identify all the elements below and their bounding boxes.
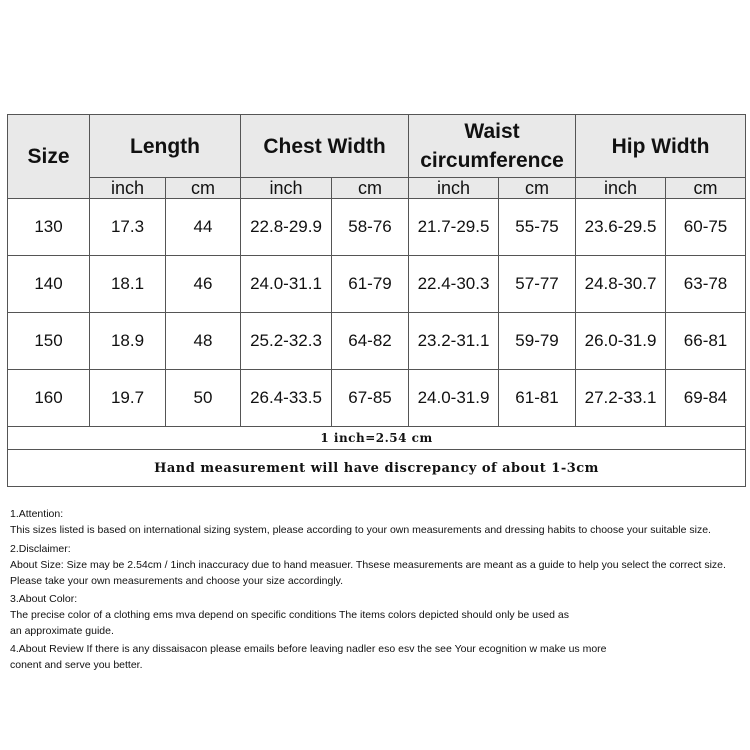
table-cell: 44 [166,199,241,256]
unit-cell: cm [666,178,746,199]
table-cell: 25.2-32.3 [241,313,332,370]
table-cell: 23.2-31.1 [409,313,499,370]
disclaimer-title: 2.Disclaimer: [10,543,71,555]
table-cell: 63-78 [666,256,746,313]
table-cell: 59-79 [499,313,576,370]
measurement-note: Hand measurement will have discrepancy of about 1-3cm [8,450,746,487]
table-cell: 23.6-29.5 [576,199,666,256]
unit-cell: inch [576,178,666,199]
review-line-2: conent and serve you better. [10,659,143,671]
table-cell: 55-75 [499,199,576,256]
table-cell: 130 [8,199,90,256]
attention-text: This sizes listed is based on international sizing system, please according to your own measurements and dressing habits to choose your suitable size. [10,524,711,536]
unit-cell: cm [499,178,576,199]
conversion-note: 1 inch=2.54 cm [8,427,746,450]
color-title: 3.About Color: [10,593,78,605]
table-cell: 69-84 [666,370,746,427]
table-cell: 17.3 [90,199,166,256]
table-cell: 140 [8,256,90,313]
table-cell: 26.0-31.9 [576,313,666,370]
table-cell: 57-77 [499,256,576,313]
table-cell: 58-76 [332,199,409,256]
disclaimer-line-1: About Size: Size may be 2.54cm / 1inch inaccuracy due to hand measuer. Thsese measurements are meant as a guide to help you select the correct size. [10,559,726,571]
measurement-row [8,450,746,487]
table-cell: 24.0-31.1 [241,256,332,313]
disclaimer-section [10,541,745,589]
review-line-1: 4.About Review If there is any dissaisacon please emails before leaving nadler eso esv the see Your ecognition w make us more [10,643,607,655]
unit-cell: cm [332,178,409,199]
size-chart [7,114,745,487]
header-row [8,115,746,178]
table-cell: 50 [166,370,241,427]
table-cell: 21.7-29.5 [409,199,499,256]
conversion-row [8,427,746,450]
unit-cell: inch [409,178,499,199]
unit-cell: inch [241,178,332,199]
attention-title: 1.Attention: [10,508,64,520]
header-waist-circumference: Waist circumference [409,115,576,178]
table-cell: 22.8-29.9 [241,199,332,256]
color-section [10,591,745,639]
table-cell: 26.4-33.5 [241,370,332,427]
color-line-2: an approximate guide. [10,625,114,637]
table-cell: 22.4-30.3 [409,256,499,313]
table-cell: 18.9 [90,313,166,370]
table-cell: 19.7 [90,370,166,427]
table-cell: 67-85 [332,370,409,427]
table-cell: 64-82 [332,313,409,370]
table-cell: 61-79 [332,256,409,313]
header-chest-width: Chest Width [241,115,409,178]
table-row [8,313,746,370]
header-size: Size [8,115,90,199]
table-cell: 160 [8,370,90,427]
color-line-1: The precise color of a clothing ems mva depend on specific conditions The items colors depicted should only be used as [10,609,569,621]
table-cell: 24.0-31.9 [409,370,499,427]
table-cell: 18.1 [90,256,166,313]
table-cell: 60-75 [666,199,746,256]
review-section [10,641,745,673]
table-cell: 66-81 [666,313,746,370]
unit-cell: inch [90,178,166,199]
table-cell: 46 [166,256,241,313]
table-cell: 24.8-30.7 [576,256,666,313]
unit-row [8,178,746,199]
table-cell: 27.2-33.1 [576,370,666,427]
table-row [8,256,746,313]
table-row [8,199,746,256]
table-cell: 48 [166,313,241,370]
attention-section [10,506,745,538]
table-row [8,370,746,427]
table-cell: 150 [8,313,90,370]
header-hip-width: Hip Width [576,115,746,178]
unit-cell: cm [166,178,241,199]
table-cell: 61-81 [499,370,576,427]
disclaimer-line-2: Please take your own measurements and choose your size accordingly. [10,575,344,587]
header-length: Length [90,115,241,178]
size-table [7,114,746,487]
